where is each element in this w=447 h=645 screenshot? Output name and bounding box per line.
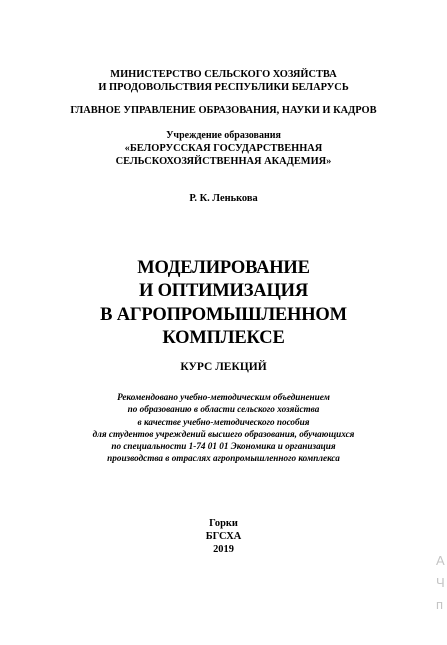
subtitle: КУРС ЛЕКЦИЙ	[180, 361, 267, 373]
ministry-line-2: И ПРОДОВОЛЬСТВИЯ РЕСПУБЛИКИ БЕЛАРУСЬ	[98, 82, 349, 93]
recommendation-line-1: Рекомендовано учебно-методическим объединением	[117, 392, 330, 402]
ministry-line-1: МИНИСТЕРСТВО СЕЛЬСКОГО ХОЗЯЙСТВА	[110, 69, 337, 80]
imprint-publisher: БГСХА	[205, 531, 242, 542]
institution-label: Учреждение образования	[166, 130, 281, 141]
title-line-2: И ОПТИМИЗАЦИЯ	[138, 281, 309, 301]
title-line-3: В АГРОПРОМЫШЛЕННОМ	[100, 305, 347, 325]
main-department: ГЛАВНОЕ УПРАВЛЕНИЕ ОБРАЗОВАНИЯ, НАУКИ И КАДРОВ	[70, 105, 377, 116]
imprint-city: Горки	[209, 518, 238, 529]
edge-watermark-letter-2: Ч	[436, 575, 445, 590]
title-line-1: МОДЕЛИРОВАНИЕ	[137, 258, 310, 278]
edge-watermark-letter-1: А	[436, 553, 445, 568]
recommendation-line-2: по образованию в области сельского хозяйства	[127, 404, 320, 414]
author: Р. К. Ленькова	[189, 193, 258, 204]
recommendation-line-3: в качестве учебно-методического пособия	[137, 417, 310, 427]
recommendation-line-6: производства в отраслях агропромышленного комплекса	[107, 453, 340, 463]
institution-line-2: СЕЛЬСКОХОЗЯЙСТВЕННАЯ АКАДЕМИЯ»	[115, 156, 332, 167]
edge-watermark-letter-3: п	[436, 597, 444, 612]
recommendation-line-4: для студентов учреждений высшего образования, обучающихся	[92, 429, 355, 439]
institution-line-1: «БЕЛОРУССКАЯ ГОСУДАРСТВЕННАЯ	[124, 143, 323, 154]
title-line-4: КОМПЛЕКСЕ	[162, 328, 285, 348]
recommendation-line-5: по специальности 1-74 01 01 Экономика и организация	[111, 441, 336, 451]
imprint-year: 2019	[213, 544, 234, 555]
